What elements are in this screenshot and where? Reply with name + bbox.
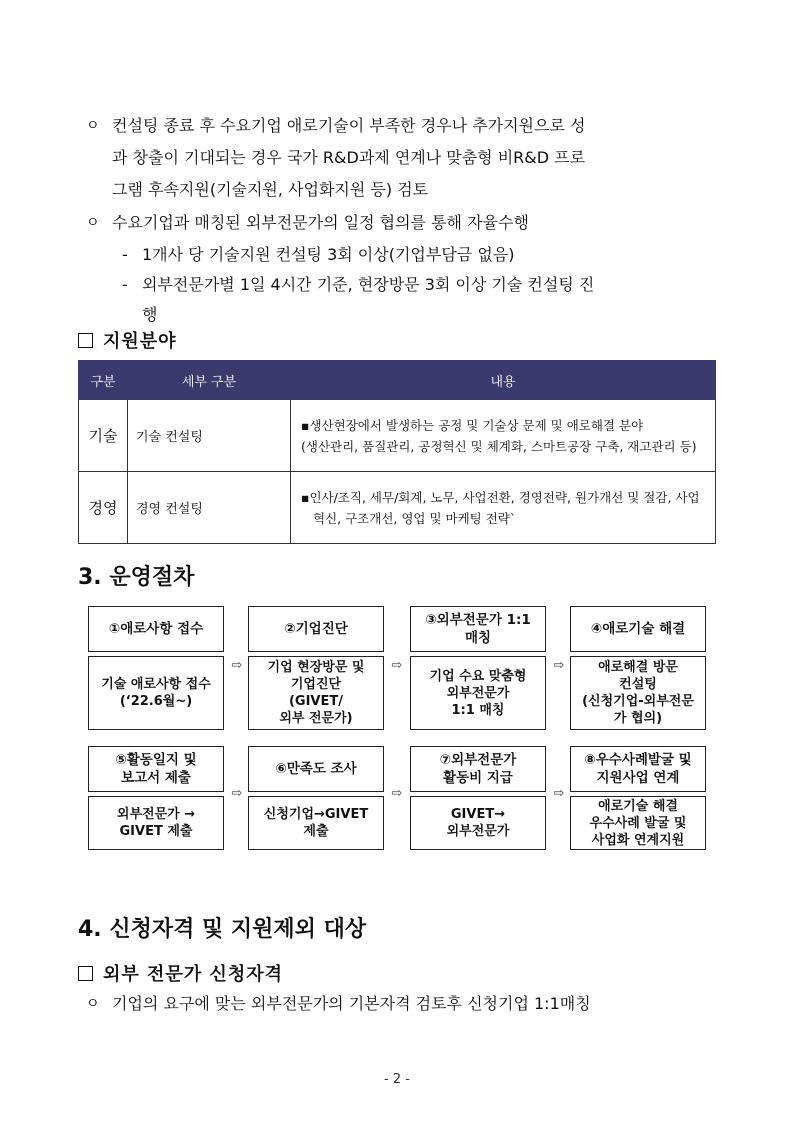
row-content — [291, 472, 716, 544]
content-line: 혁신, 구조개선, 영업 및 마케팅 전략` — [313, 510, 517, 526]
step-title-line: ⑧우수사례발굴 및 — [584, 752, 692, 768]
step-desc-line: GIVET→ — [450, 807, 506, 822]
step-title — [410, 606, 546, 652]
step-desc-line: 1:1 매칭 — [451, 702, 505, 718]
step-title — [570, 606, 706, 652]
step-desc — [410, 656, 546, 730]
bullet-item — [84, 988, 724, 1020]
content-line: ▪인사/조직, 세무/회계, 노무, 사업전환, 경영전략, 원가개선 및 절감, 사업 — [301, 489, 700, 505]
step-desc-line: (신청기업-외부전문 — [582, 694, 694, 709]
step-desc-line: (GIVET/ — [288, 694, 343, 709]
flow-step-4 — [570, 606, 706, 728]
step-title-line: 보고서 제출 — [121, 770, 191, 786]
flow-row-1 — [88, 606, 716, 730]
flow-step-7 — [410, 746, 546, 868]
table-row — [79, 472, 716, 544]
flow-step-5 — [88, 746, 224, 868]
step-title-line: 활동비 지급 — [443, 770, 513, 786]
step-title-line: ⑦외부전문가 — [439, 752, 517, 768]
section-3-title: 3. 운영절차 — [78, 565, 195, 590]
step-desc-line: 가 협의) — [613, 711, 663, 726]
bullet-line: 수요기업과 매칭된 외부전문가의 일정 협의를 통해 자율수행 — [112, 213, 529, 232]
step-desc — [570, 796, 706, 850]
step-desc-line: 컨설팅 — [619, 677, 657, 692]
dash-bullet-icon: - — [122, 245, 128, 264]
support-table — [78, 360, 716, 544]
dash-item — [84, 270, 724, 330]
header-category: 구분 — [79, 361, 128, 400]
arrow-right-icon: ⇨ — [553, 658, 565, 673]
flow-step-2 — [248, 606, 384, 728]
step-desc-line: 사업화 연계지원 — [591, 832, 685, 848]
bullet-line: 기업의 요구에 맞는 외부전문가의 기본자격 검토후 신청기업 1:1매칭 — [112, 994, 591, 1013]
bullet-line: 그램 후속지원(기술지원, 사업화지원 등) 검토 — [112, 180, 429, 199]
support-heading-text: 지원분야 — [103, 331, 177, 352]
step-title — [248, 746, 384, 792]
step-desc-line: 신청기업→GIVET — [263, 807, 369, 822]
page-number: - 2 - — [384, 1072, 410, 1087]
square-icon — [78, 966, 93, 981]
step-title — [88, 606, 224, 652]
step-desc-line: 제출 — [303, 824, 329, 839]
step-desc-line: 기업 현장방문 및 — [267, 660, 365, 675]
bullet-item — [84, 110, 724, 206]
step-desc-line: 기업진단 — [290, 677, 342, 692]
qualification-heading-text: 외부 전문가 신청자격 — [103, 964, 284, 985]
step-desc-line: (‘22.6월~) — [119, 694, 193, 709]
step-desc — [248, 796, 384, 850]
bullet-line: 컨설팅 종료 후 수요기업 애로기술이 부족한 경우나 추가지원으로 성 — [112, 116, 586, 135]
content-line: (생산관리, 품질관리, 공정혁신 및 체계화, 스마트공장 구축, 재고관리 등) — [301, 438, 697, 454]
step-title-line: ①애로사항 접수 — [108, 621, 204, 637]
flow-row-2 — [88, 746, 716, 870]
circle-bullet-icon: ㅇ — [86, 996, 100, 1012]
step-title — [88, 746, 224, 792]
step-desc-line: 외부전문가 — [446, 685, 510, 701]
support-heading — [78, 327, 177, 353]
qualification-heading — [78, 960, 283, 986]
dash-line: 1개사 당 기술지원 컨설팅 3회 이상(기업부담금 없음) — [142, 245, 515, 264]
table-row — [79, 400, 716, 472]
qualification-bullet — [84, 988, 724, 1021]
content-line: ▪생산현장에서 발생하는 공정 및 기술상 문제 및 애로해결 분야 — [301, 417, 644, 433]
arrow-right-icon: ⇨ — [391, 786, 403, 801]
row-category: 기술 — [79, 400, 128, 472]
step-desc — [88, 796, 224, 850]
step-desc-line: 외부전문가 → — [116, 807, 196, 822]
flow-step-8 — [570, 746, 706, 868]
row-category: 경영 — [79, 472, 128, 544]
step-desc-line: 우수사례 발굴 및 — [589, 815, 687, 831]
step-title-line: 매칭 — [464, 630, 492, 646]
row-sub: 기술 컨설팅 — [128, 400, 291, 472]
step-title — [570, 746, 706, 792]
flow-step-3 — [410, 606, 546, 728]
arrow-right-icon: ⇨ — [553, 786, 565, 801]
step-title-line: ③외부전문가 1:1 — [425, 612, 531, 628]
arrow-right-icon: ⇨ — [391, 658, 403, 673]
circle-bullet-icon: ㅇ — [86, 118, 100, 134]
dash-bullet-icon: - — [122, 275, 128, 294]
step-desc — [570, 656, 706, 730]
step-title — [248, 606, 384, 652]
arrow-right-icon: ⇨ — [231, 658, 243, 673]
step-desc-line: 기업 수요 맞춤형 — [429, 668, 527, 684]
square-icon — [78, 333, 93, 348]
header-sub: 세부 구분 — [128, 361, 291, 400]
step-desc-line: 기술 애로사항 접수 — [101, 677, 211, 692]
step-title-line: 지원사업 연계 — [596, 770, 680, 786]
step-title-line: ⑤활동일지 및 — [115, 752, 197, 768]
dash-line: 행 — [142, 305, 158, 324]
step-desc — [88, 656, 224, 730]
arrow-right-icon: ⇨ — [231, 786, 243, 801]
step-title-line: ④애로기술 해결 — [590, 621, 686, 637]
row-sub: 경영 컨설팅 — [128, 472, 291, 544]
step-desc — [248, 656, 384, 730]
step-desc-line: 외부전문가 — [446, 824, 510, 839]
dash-line: 외부전문가별 1일 4시간 기준, 현장방문 3회 이상 기술 컨설팅 진 — [142, 275, 595, 294]
table-header-row — [79, 361, 716, 400]
step-title-line: ②기업진단 — [284, 621, 348, 637]
step-desc-line: 애로해결 방문 — [598, 660, 678, 675]
step-title-line: ⑥만족도 조사 — [275, 761, 357, 777]
step-desc-line: 애로기술 해결 — [598, 798, 678, 814]
step-desc-line: GIVET 제출 — [119, 824, 193, 839]
bullet-item — [84, 207, 724, 239]
flow-step-1 — [88, 606, 224, 728]
row-content — [291, 400, 716, 472]
step-desc — [410, 796, 546, 850]
section-4-title: 4. 신청자격 및 지원제외 대상 — [78, 917, 367, 942]
header-content: 내용 — [291, 361, 716, 400]
circle-bullet-icon: ㅇ — [86, 215, 100, 231]
dash-item — [84, 240, 724, 270]
step-title — [410, 746, 546, 792]
bullet-section — [84, 110, 724, 330]
flow-step-6 — [248, 746, 384, 868]
step-desc-line: 외부 전문가) — [279, 711, 353, 726]
bullet-line: 과 창출이 기대되는 경우 국가 R&D과제 연계나 맞춤형 비R&D 프로 — [112, 148, 586, 167]
